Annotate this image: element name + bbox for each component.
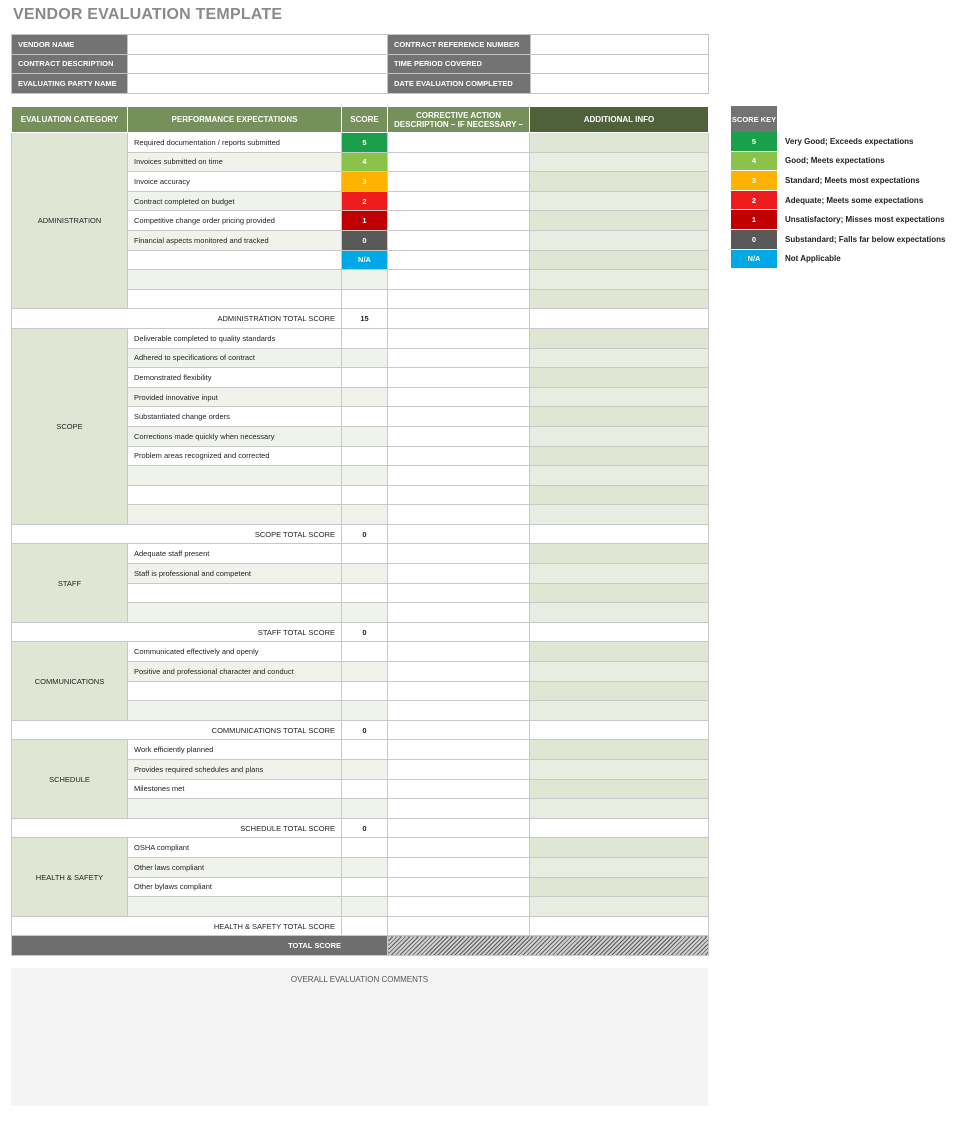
expectation-cell[interactable]: Invoice accuracy [128, 172, 342, 192]
expectation-cell[interactable]: Other bylaws compliant [128, 877, 342, 897]
additional-info-cell[interactable] [530, 172, 709, 192]
additional-info-cell[interactable] [530, 564, 709, 584]
category-cell: SCHEDULE [12, 740, 128, 818]
hatched-cell [388, 309, 530, 329]
score-cell[interactable] [342, 289, 388, 309]
hatched-cell [388, 916, 530, 936]
additional-info-cell[interactable] [530, 407, 709, 427]
section-total-label: SCHEDULE TOTAL SCORE [12, 818, 342, 838]
score-key-label: Unsatisfactory; Misses most expectations [785, 215, 945, 225]
score-key-label: Very Good; Exceeds expectations [785, 136, 914, 146]
hatched-cell [388, 818, 530, 838]
corrective-cell[interactable] [388, 211, 530, 231]
section-total-score [342, 916, 388, 936]
section-total-label: ADMINISTRATION TOTAL SCORE [12, 309, 342, 329]
expectation-cell[interactable]: Positive and professional character and conduct [128, 662, 342, 682]
header-score: SCORE [342, 107, 388, 133]
additional-info-cell[interactable] [530, 211, 709, 231]
score-cell[interactable] [342, 603, 388, 623]
additional-info-cell[interactable] [530, 897, 709, 917]
contract-ref-field[interactable] [531, 35, 709, 55]
score-key-value: 0 [731, 230, 777, 249]
additional-info-cell[interactable] [530, 152, 709, 172]
additional-info-cell[interactable] [530, 289, 709, 309]
additional-info-cell[interactable] [530, 505, 709, 525]
corrective-cell[interactable] [388, 466, 530, 486]
score-key-value: 4 [731, 152, 777, 171]
section-total-label: SCOPE TOTAL SCORE [12, 524, 342, 544]
grand-total-hatched [388, 936, 709, 956]
section-total-row [12, 309, 709, 329]
grand-total-label: TOTAL SCORE [12, 936, 388, 956]
corrective-cell[interactable] [388, 603, 530, 623]
category-cell: COMMUNICATIONS [12, 642, 128, 720]
corrective-cell[interactable] [388, 877, 530, 897]
score-cell[interactable] [342, 838, 388, 858]
corrective-cell[interactable] [388, 426, 530, 446]
score-key-label: Standard; Meets most expectations [785, 175, 920, 185]
score-cell[interactable] [342, 466, 388, 486]
expectation-cell[interactable] [128, 583, 342, 603]
table-row [12, 544, 709, 564]
corrective-cell[interactable] [388, 544, 530, 564]
corrective-cell[interactable] [388, 701, 530, 721]
additional-info-cell[interactable] [530, 426, 709, 446]
additional-info-cell[interactable] [530, 701, 709, 721]
corrective-cell[interactable] [388, 857, 530, 877]
expectation-cell[interactable]: Required documentation / reports submitted [128, 133, 342, 153]
score-cell[interactable] [342, 779, 388, 799]
score-key-value: 1 [731, 210, 777, 229]
hatched-cell [388, 524, 530, 544]
section-total-row [12, 720, 709, 740]
corrective-cell[interactable] [388, 348, 530, 368]
score-cell[interactable] [342, 564, 388, 584]
score-key-label: Adequate; Meets some expectations [785, 195, 924, 205]
score-cell[interactable]: N/A [342, 250, 388, 270]
score-key-header: SCORE KEY [731, 106, 777, 132]
vendor-name-label: VENDOR NAME [12, 35, 128, 55]
score-cell[interactable] [342, 857, 388, 877]
expectation-cell[interactable]: Invoices submitted on time [128, 152, 342, 172]
additional-info-cell[interactable] [530, 583, 709, 603]
additional-info-cell[interactable] [530, 760, 709, 780]
table-row [12, 642, 709, 662]
corrective-cell[interactable] [388, 328, 530, 348]
corrective-cell[interactable] [388, 681, 530, 701]
additional-info-cell[interactable] [530, 740, 709, 760]
expectation-cell[interactable]: Work efficiently planned [128, 740, 342, 760]
contract-ref-label: CONTRACT REFERENCE NUMBER [388, 35, 531, 55]
additional-info-cell[interactable] [530, 348, 709, 368]
expectation-cell[interactable]: Deliverable completed to quality standards [128, 328, 342, 348]
additional-info-cell[interactable] [530, 250, 709, 270]
score-cell[interactable]: 2 [342, 191, 388, 211]
score-cell[interactable] [342, 485, 388, 505]
corrective-cell[interactable] [388, 446, 530, 466]
score-cell[interactable] [342, 544, 388, 564]
expectation-cell[interactable] [128, 250, 342, 270]
additional-info-cell[interactable] [530, 603, 709, 623]
hatched-cell [530, 818, 709, 838]
corrective-cell[interactable] [388, 172, 530, 192]
category-cell: ADMINISTRATION [12, 133, 128, 309]
evaluating-party-field[interactable] [128, 74, 388, 94]
expectation-cell[interactable] [128, 897, 342, 917]
expectation-cell[interactable] [128, 466, 342, 486]
section-total-score: 15 [342, 309, 388, 329]
additional-info-cell[interactable] [530, 681, 709, 701]
corrective-cell[interactable] [388, 152, 530, 172]
score-key-value: 3 [731, 171, 777, 190]
expectation-cell[interactable] [128, 681, 342, 701]
additional-info-cell[interactable] [530, 877, 709, 897]
hatched-cell [388, 622, 530, 642]
score-cell[interactable] [342, 760, 388, 780]
contract-description-field[interactable] [128, 54, 388, 74]
hatched-cell [530, 524, 709, 544]
additional-info-cell[interactable] [530, 799, 709, 819]
section-total-score: 0 [342, 720, 388, 740]
header-corrective: CORRECTIVE ACTION DESCRIPTION – IF NECESSARY – [388, 107, 530, 133]
hatched-cell [530, 309, 709, 329]
additional-info-cell[interactable] [530, 191, 709, 211]
section-total-row [12, 622, 709, 642]
section-total-label: STAFF TOTAL SCORE [12, 622, 342, 642]
additional-info-cell[interactable] [530, 368, 709, 388]
expectation-cell[interactable]: OSHA compliant [128, 838, 342, 858]
expectation-cell[interactable]: Problem areas recognized and corrected [128, 446, 342, 466]
expectation-cell[interactable]: Substantiated change orders [128, 407, 342, 427]
header-category: EVALUATION CATEGORY [12, 107, 128, 133]
hatched-cell [530, 720, 709, 740]
score-cell[interactable] [342, 368, 388, 388]
section-total-score: 0 [342, 622, 388, 642]
expectation-cell[interactable]: Milestones met [128, 779, 342, 799]
score-key-value: 5 [731, 132, 777, 151]
table-row [12, 740, 709, 760]
score-cell[interactable] [342, 897, 388, 917]
time-period-label: TIME PERIOD COVERED [388, 54, 531, 74]
expectation-cell[interactable]: Demonstrated flexibility [128, 368, 342, 388]
additional-info-cell[interactable] [530, 662, 709, 682]
expectation-cell[interactable] [128, 603, 342, 623]
additional-info-cell[interactable] [530, 270, 709, 290]
section-total-label: HEALTH & SAFETY TOTAL SCORE [12, 916, 342, 936]
score-cell[interactable] [342, 681, 388, 701]
expectation-cell[interactable]: Adhered to specifications of contract [128, 348, 342, 368]
date-completed-label: DATE EVALUATION COMPLETED [388, 74, 531, 94]
corrective-cell[interactable] [388, 799, 530, 819]
corrective-cell[interactable] [388, 838, 530, 858]
category-cell: SCOPE [12, 328, 128, 524]
page-title: VENDOR EVALUATION TEMPLATE [13, 6, 283, 23]
additional-info-cell[interactable] [530, 485, 709, 505]
score-key-value: 2 [731, 191, 777, 210]
corrective-cell[interactable] [388, 250, 530, 270]
hatched-cell [388, 720, 530, 740]
corrective-cell[interactable] [388, 289, 530, 309]
score-cell[interactable] [342, 387, 388, 407]
contract-description-label: CONTRACT DESCRIPTION [12, 54, 128, 74]
score-cell[interactable] [342, 426, 388, 446]
score-cell[interactable] [342, 407, 388, 427]
corrective-cell[interactable] [388, 662, 530, 682]
score-cell[interactable] [342, 270, 388, 290]
additional-info-cell[interactable] [530, 857, 709, 877]
expectation-cell[interactable]: Financial aspects monitored and tracked [128, 230, 342, 250]
corrective-cell[interactable] [388, 191, 530, 211]
table-row [12, 133, 709, 153]
score-key-value: N/A [731, 250, 777, 269]
corrective-cell[interactable] [388, 564, 530, 584]
grand-total-row [12, 936, 709, 956]
overall-comments-box[interactable] [11, 968, 708, 1106]
expectation-cell[interactable] [128, 701, 342, 721]
expectation-cell[interactable]: Corrections made quickly when necessary [128, 426, 342, 446]
section-total-score: 0 [342, 818, 388, 838]
section-total-score: 0 [342, 524, 388, 544]
category-cell: HEALTH & SAFETY [12, 838, 128, 916]
score-cell[interactable]: 0 [342, 230, 388, 250]
overall-comments-title: OVERALL EVALUATION COMMENTS [290, 975, 429, 984]
corrective-cell[interactable] [388, 760, 530, 780]
header-expectations: PERFORMANCE EXPECTATIONS [128, 107, 342, 133]
expectation-cell[interactable] [128, 799, 342, 819]
corrective-cell[interactable] [388, 740, 530, 760]
score-cell[interactable] [342, 642, 388, 662]
section-total-row [12, 524, 709, 544]
additional-info-cell[interactable] [530, 544, 709, 564]
date-completed-field[interactable] [531, 74, 709, 94]
hatched-cell [530, 916, 709, 936]
expectation-cell[interactable]: Other laws compliant [128, 857, 342, 877]
score-cell[interactable] [342, 799, 388, 819]
expectation-cell[interactable]: Competitive change order pricing provided [128, 211, 342, 231]
score-cell[interactable] [342, 505, 388, 525]
expectation-cell[interactable]: Staff is professional and competent [128, 564, 342, 584]
table-row [12, 328, 709, 348]
expectation-cell[interactable]: Provided innovative input [128, 387, 342, 407]
section-total-row [12, 916, 709, 936]
section-total-row [12, 818, 709, 838]
score-cell[interactable] [342, 446, 388, 466]
corrective-cell[interactable] [388, 407, 530, 427]
corrective-cell[interactable] [388, 583, 530, 603]
corrective-cell[interactable] [388, 505, 530, 525]
table-row [12, 838, 709, 858]
vendor-info-table [11, 34, 709, 94]
corrective-cell[interactable] [388, 270, 530, 290]
expectation-cell[interactable]: Adequate staff present [128, 544, 342, 564]
corrective-cell[interactable] [388, 387, 530, 407]
score-cell[interactable] [342, 740, 388, 760]
corrective-cell[interactable] [388, 230, 530, 250]
corrective-cell[interactable] [388, 642, 530, 662]
score-cell[interactable]: 3 [342, 172, 388, 192]
section-total-label: COMMUNICATIONS TOTAL SCORE [12, 720, 342, 740]
corrective-cell[interactable] [388, 897, 530, 917]
corrective-cell[interactable] [388, 779, 530, 799]
corrective-cell[interactable] [388, 133, 530, 153]
score-key-label: Not Applicable [785, 254, 841, 264]
score-key-label: Good; Meets expectations [785, 156, 885, 166]
score-key-label: Substandard; Falls far below expectations [785, 234, 946, 244]
hatched-cell [530, 622, 709, 642]
expectation-cell[interactable] [128, 485, 342, 505]
vendor-name-field[interactable] [128, 35, 388, 55]
corrective-cell[interactable] [388, 368, 530, 388]
expectation-cell[interactable] [128, 505, 342, 525]
additional-info-cell[interactable] [530, 328, 709, 348]
expectation-cell[interactable]: Contract completed on budget [128, 191, 342, 211]
additional-info-cell[interactable] [530, 779, 709, 799]
evaluation-table [11, 106, 709, 956]
expectation-cell[interactable] [128, 270, 342, 290]
expectation-cell[interactable]: Communicated effectively and openly [128, 642, 342, 662]
additional-info-cell[interactable] [530, 230, 709, 250]
score-cell[interactable]: 5 [342, 133, 388, 153]
score-cell[interactable]: 4 [342, 152, 388, 172]
score-cell[interactable]: 1 [342, 211, 388, 231]
score-cell[interactable] [342, 583, 388, 603]
score-cell[interactable] [342, 701, 388, 721]
score-cell[interactable] [342, 328, 388, 348]
score-cell[interactable] [342, 877, 388, 897]
additional-info-cell[interactable] [530, 133, 709, 153]
additional-info-cell[interactable] [530, 466, 709, 486]
corrective-cell[interactable] [388, 485, 530, 505]
additional-info-cell[interactable] [530, 642, 709, 662]
score-cell[interactable] [342, 348, 388, 368]
additional-info-cell[interactable] [530, 838, 709, 858]
additional-info-cell[interactable] [530, 446, 709, 466]
expectation-cell[interactable]: Provides required schedules and plans [128, 760, 342, 780]
category-cell: STAFF [12, 544, 128, 622]
expectation-cell[interactable] [128, 289, 342, 309]
time-period-field[interactable] [531, 54, 709, 74]
score-cell[interactable] [342, 662, 388, 682]
additional-info-cell[interactable] [530, 387, 709, 407]
evaluating-party-label: EVALUATING PARTY NAME [12, 74, 128, 94]
header-additional: ADDITIONAL INFO [530, 107, 709, 133]
